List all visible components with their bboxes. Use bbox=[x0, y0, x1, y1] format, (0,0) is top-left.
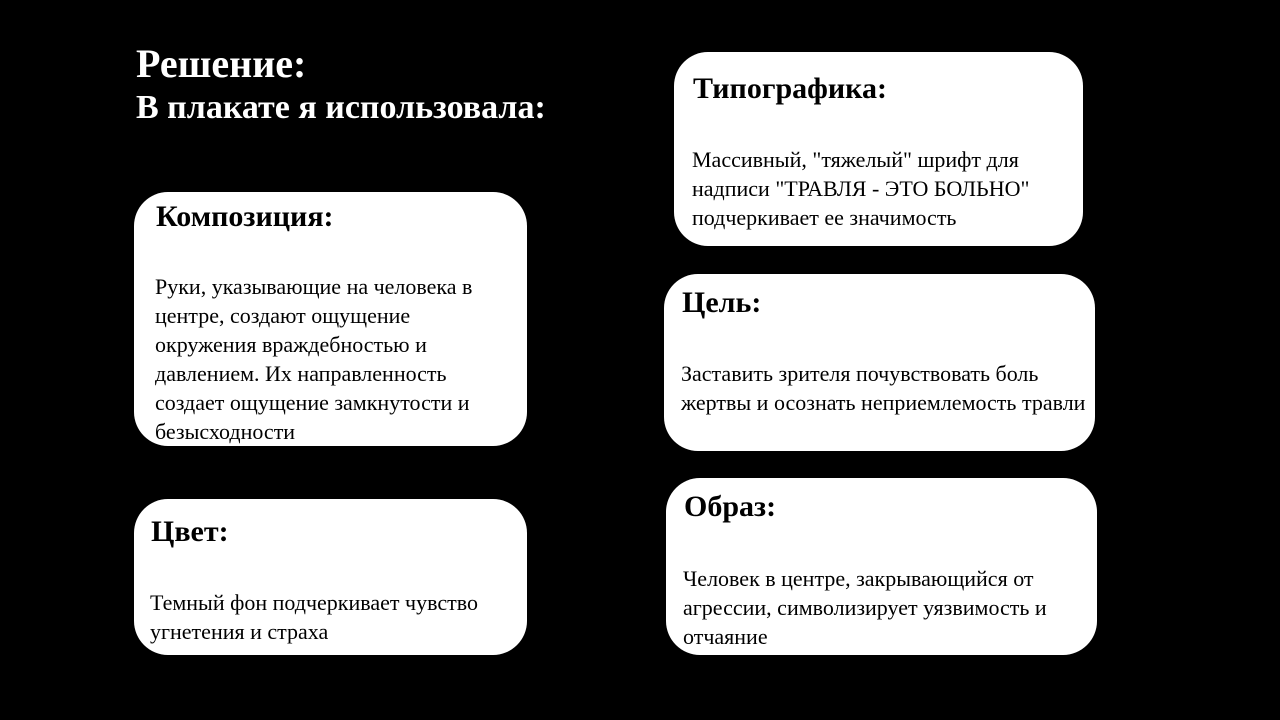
color-text: Темный фон подчеркивает чувство угнетения и страха bbox=[150, 590, 478, 644]
typography-text: Массивный, "тяжелый" шрифт для надписи "ТРАВЛЯ - ЭТО БОЛЬНО" подчеркивает ее значимость bbox=[692, 147, 1030, 230]
image-card bbox=[666, 478, 1097, 655]
color-heading: Цвет: bbox=[151, 515, 229, 548]
goal-heading: Цель: bbox=[682, 286, 762, 319]
slide-title: Решение: bbox=[136, 41, 307, 86]
goal-text: Заставить зрителя почувствовать боль жертвы и осознать неприемлемость травли bbox=[681, 361, 1086, 415]
composition-text: Руки, указывающие на человека в центре, создают ощущение окружения враждебностью и давлением. Их направленность создает ощущение замкнутости и безысходности bbox=[155, 274, 473, 444]
image-text: Человек в центре, закрывающийся от агрессии, символизирует уязвимость и отчаяние bbox=[683, 566, 1047, 649]
color-card bbox=[134, 499, 527, 655]
slide-subtitle: В плакате я использовала: bbox=[136, 89, 546, 126]
slide-title-block bbox=[136, 40, 546, 128]
goal-card bbox=[664, 274, 1095, 451]
image-heading: Образ: bbox=[684, 490, 777, 523]
composition-card bbox=[134, 192, 527, 446]
typography-heading: Типографика: bbox=[693, 72, 888, 105]
typography-card bbox=[674, 52, 1083, 246]
composition-heading: Композиция: bbox=[156, 200, 334, 233]
